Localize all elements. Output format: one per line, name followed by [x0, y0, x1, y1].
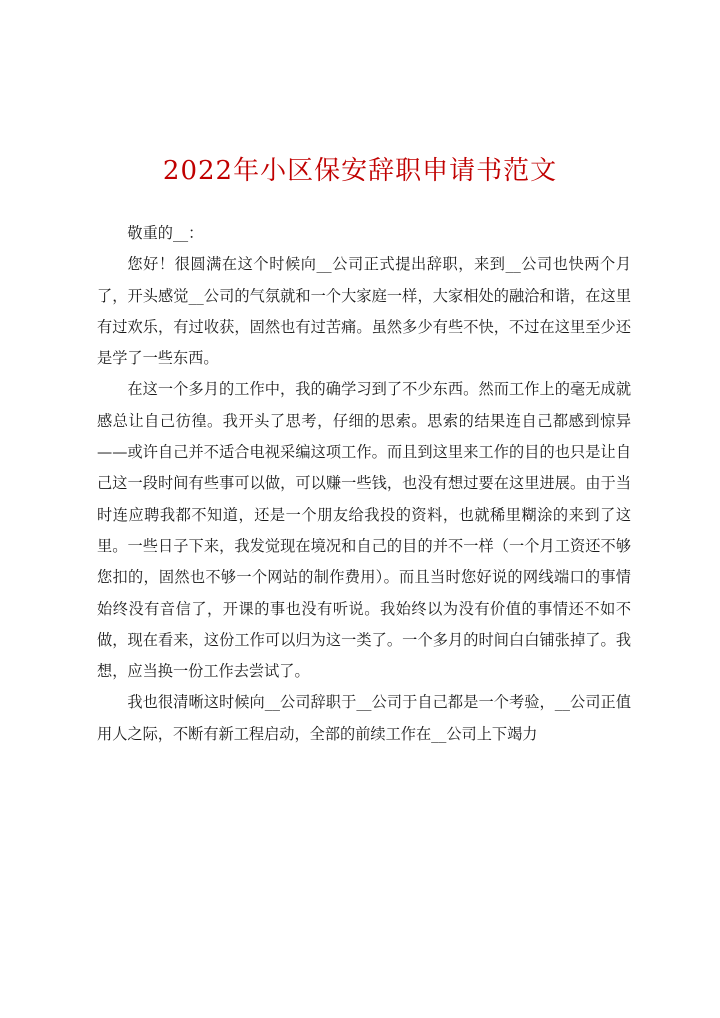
- paragraph: 您好！很圆满在这个时候向__公司正式提出辞职，来到__公司也快两个月了，开头感觉__公司的气氛就和一个大家庭一样，大家相处的融洽和谐，在这里有过欢乐，有过收获，固然也有过苦痛。虽然多少有些不快，不过在这里至少还是学了一些东西。: [97, 255, 631, 368]
- document-title: 2022年小区保安辞职申请书范文: [162, 156, 558, 186]
- paragraph: 我也很清晰这时候向__公司辞职于__公司于自己都是一个考验，__公司正值用人之际，不断有新工程启动，全部的前续工作在__公司上下竭力: [97, 693, 631, 743]
- document-body: [97, 218, 631, 750]
- paragraph: 在这一个多月的工作中，我的确学习到了不少东西。然而工作上的毫无成就感总让自己彷徨。我开头了思考，仔细的思索。思索的结果连自己都感到惊异——或许自己并不适合电视采编这项工作。而且到这里来工作的目的也只是让自己这一段时间有些事可以做，可以赚一些钱，也没有想过要在这里进展。由于当时连应聘我都不知道，还是一个朋友给我投的资料，也就稀里糊涂的来到了这里。一些日子下来，我发觉现在境况和自己的目的并不一样（一个月工资还不够您扣的，固然也不够一个网站的制作费用）。而且当时您好说的网线端口的事情始终没有音信了，开课的事也没有听说。我始终以为没有价值的事情还不如不做，现在看来，这份工作可以归为这一类了。一个多月的时间白白铺张掉了。我想，应当换一份工作去尝试了。: [97, 380, 631, 681]
- salutation: 敬重的__：: [127, 224, 204, 242]
